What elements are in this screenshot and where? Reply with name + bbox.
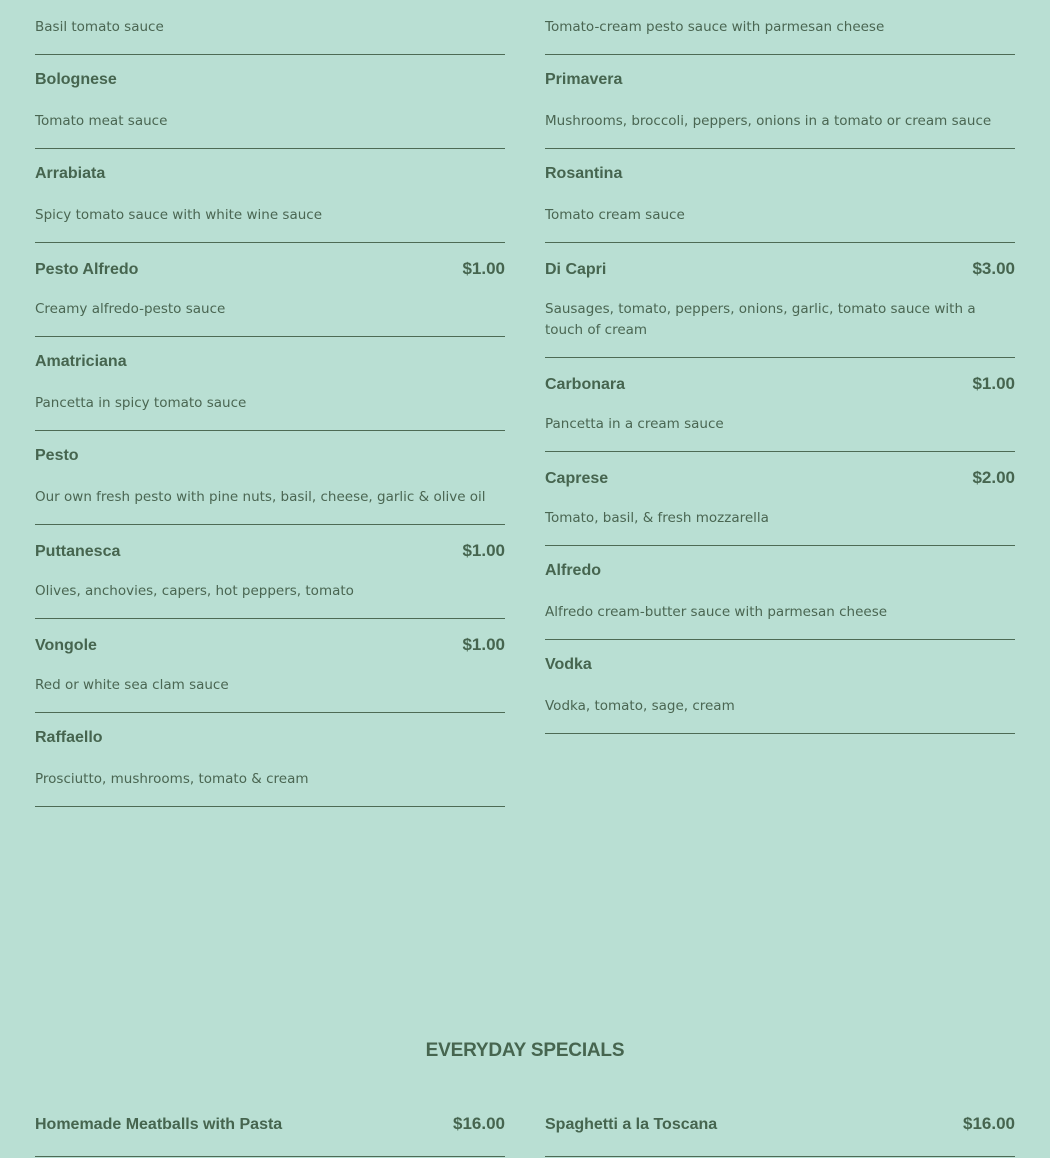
menu-item	[35, 0, 505, 55]
menu-item-description: Prosciutto, mushrooms, tomato & cream	[35, 771, 309, 787]
menu-item	[545, 0, 1015, 55]
menu-item	[35, 619, 505, 713]
menu-item-name: Primavera	[545, 71, 623, 88]
menu-item	[35, 713, 505, 807]
menu-item-name: Arrabiata	[35, 165, 106, 182]
menu-item-description: Red or white sea clam sauce	[35, 677, 229, 693]
menu-item-price: $1.00	[462, 259, 505, 278]
menu-item	[35, 525, 505, 619]
menu-item-name: Di Capri	[545, 261, 607, 278]
special-item-price: $16.00	[963, 1114, 1015, 1133]
menu-item-name: Pesto Alfredo	[35, 261, 139, 278]
menu-item-name: Caprese	[545, 470, 609, 487]
menu-item-price: $1.00	[972, 374, 1015, 393]
menu-item	[545, 243, 1015, 358]
menu-item-price: $2.00	[972, 468, 1015, 487]
menu-item	[545, 640, 1015, 734]
menu-item-price: $3.00	[972, 259, 1015, 278]
menu-item	[545, 546, 1015, 640]
menu-item-name: Amatriciana	[35, 353, 127, 370]
menu-item-description: Spicy tomato sauce with white wine sauce	[35, 207, 323, 223]
menu-item-description: Vodka, tomato, sage, cream	[545, 698, 735, 714]
menu-item	[35, 55, 505, 149]
menu-item-price: $1.00	[462, 541, 505, 560]
special-item	[545, 1114, 1015, 1157]
menu-item-description: Tomato meat sauce	[35, 113, 168, 129]
menu-item-name: Vongole	[35, 637, 97, 654]
menu-item-description: Basil tomato sauce	[35, 19, 164, 35]
special-item-name: Homemade Meatballs with Pasta	[35, 1116, 283, 1133]
menu-item-description: Tomato, basil, & fresh mozzarella	[545, 510, 769, 526]
menu-item	[545, 452, 1015, 546]
special-item	[35, 1114, 505, 1157]
menu-item-name: Bolognese	[35, 71, 117, 88]
menu-item-description: Sausages, tomato, peppers, onions, garlic, tomato sauce with a touch of cream	[545, 301, 976, 338]
menu-item-description: Our own fresh pesto with pine nuts, basil, cheese, garlic & olive oil	[35, 489, 486, 505]
menu-item-name: Puttanesca	[35, 543, 121, 560]
menu-item	[545, 149, 1015, 243]
menu-item	[545, 358, 1015, 452]
menu-item-description: Pancetta in a cream sauce	[545, 416, 724, 432]
menu-item-description: Creamy alfredo-pesto sauce	[35, 301, 226, 317]
menu-item-price: $1.00	[462, 635, 505, 654]
menu-item	[35, 243, 505, 337]
menu-item-name: Pesto	[35, 447, 79, 464]
menu-item	[545, 55, 1015, 149]
menu-item-name: Raffaello	[35, 729, 103, 746]
menu-item-description: Alfredo cream-butter sauce with parmesan cheese	[545, 604, 888, 620]
sauce-list-right	[545, 0, 1015, 734]
section-title-everyday-specials: EVERYDAY SPECIALS	[425, 1040, 625, 1061]
menu-item	[35, 431, 505, 525]
menu-item-description: Mushrooms, broccoli, peppers, onions in a tomato or cream sauce	[545, 113, 992, 129]
sauce-list-left	[35, 0, 505, 807]
menu-item-name: Alfredo	[545, 562, 601, 579]
menu-item-description: Tomato cream sauce	[545, 207, 685, 223]
special-item-price: $16.00	[453, 1114, 505, 1133]
menu-item-description: Tomato-cream pesto sauce with parmesan cheese	[545, 19, 885, 35]
menu-item-description: Pancetta in spicy tomato sauce	[35, 395, 247, 411]
menu-item-name: Rosantina	[545, 165, 623, 182]
menu-item-description: Olives, anchovies, capers, hot peppers, tomato	[35, 583, 354, 599]
special-item-name: Spaghetti a la Toscana	[545, 1116, 718, 1133]
menu-item	[35, 149, 505, 243]
menu-item	[35, 337, 505, 431]
menu-item-name: Vodka	[545, 656, 592, 673]
menu-item-name: Carbonara	[545, 376, 626, 393]
